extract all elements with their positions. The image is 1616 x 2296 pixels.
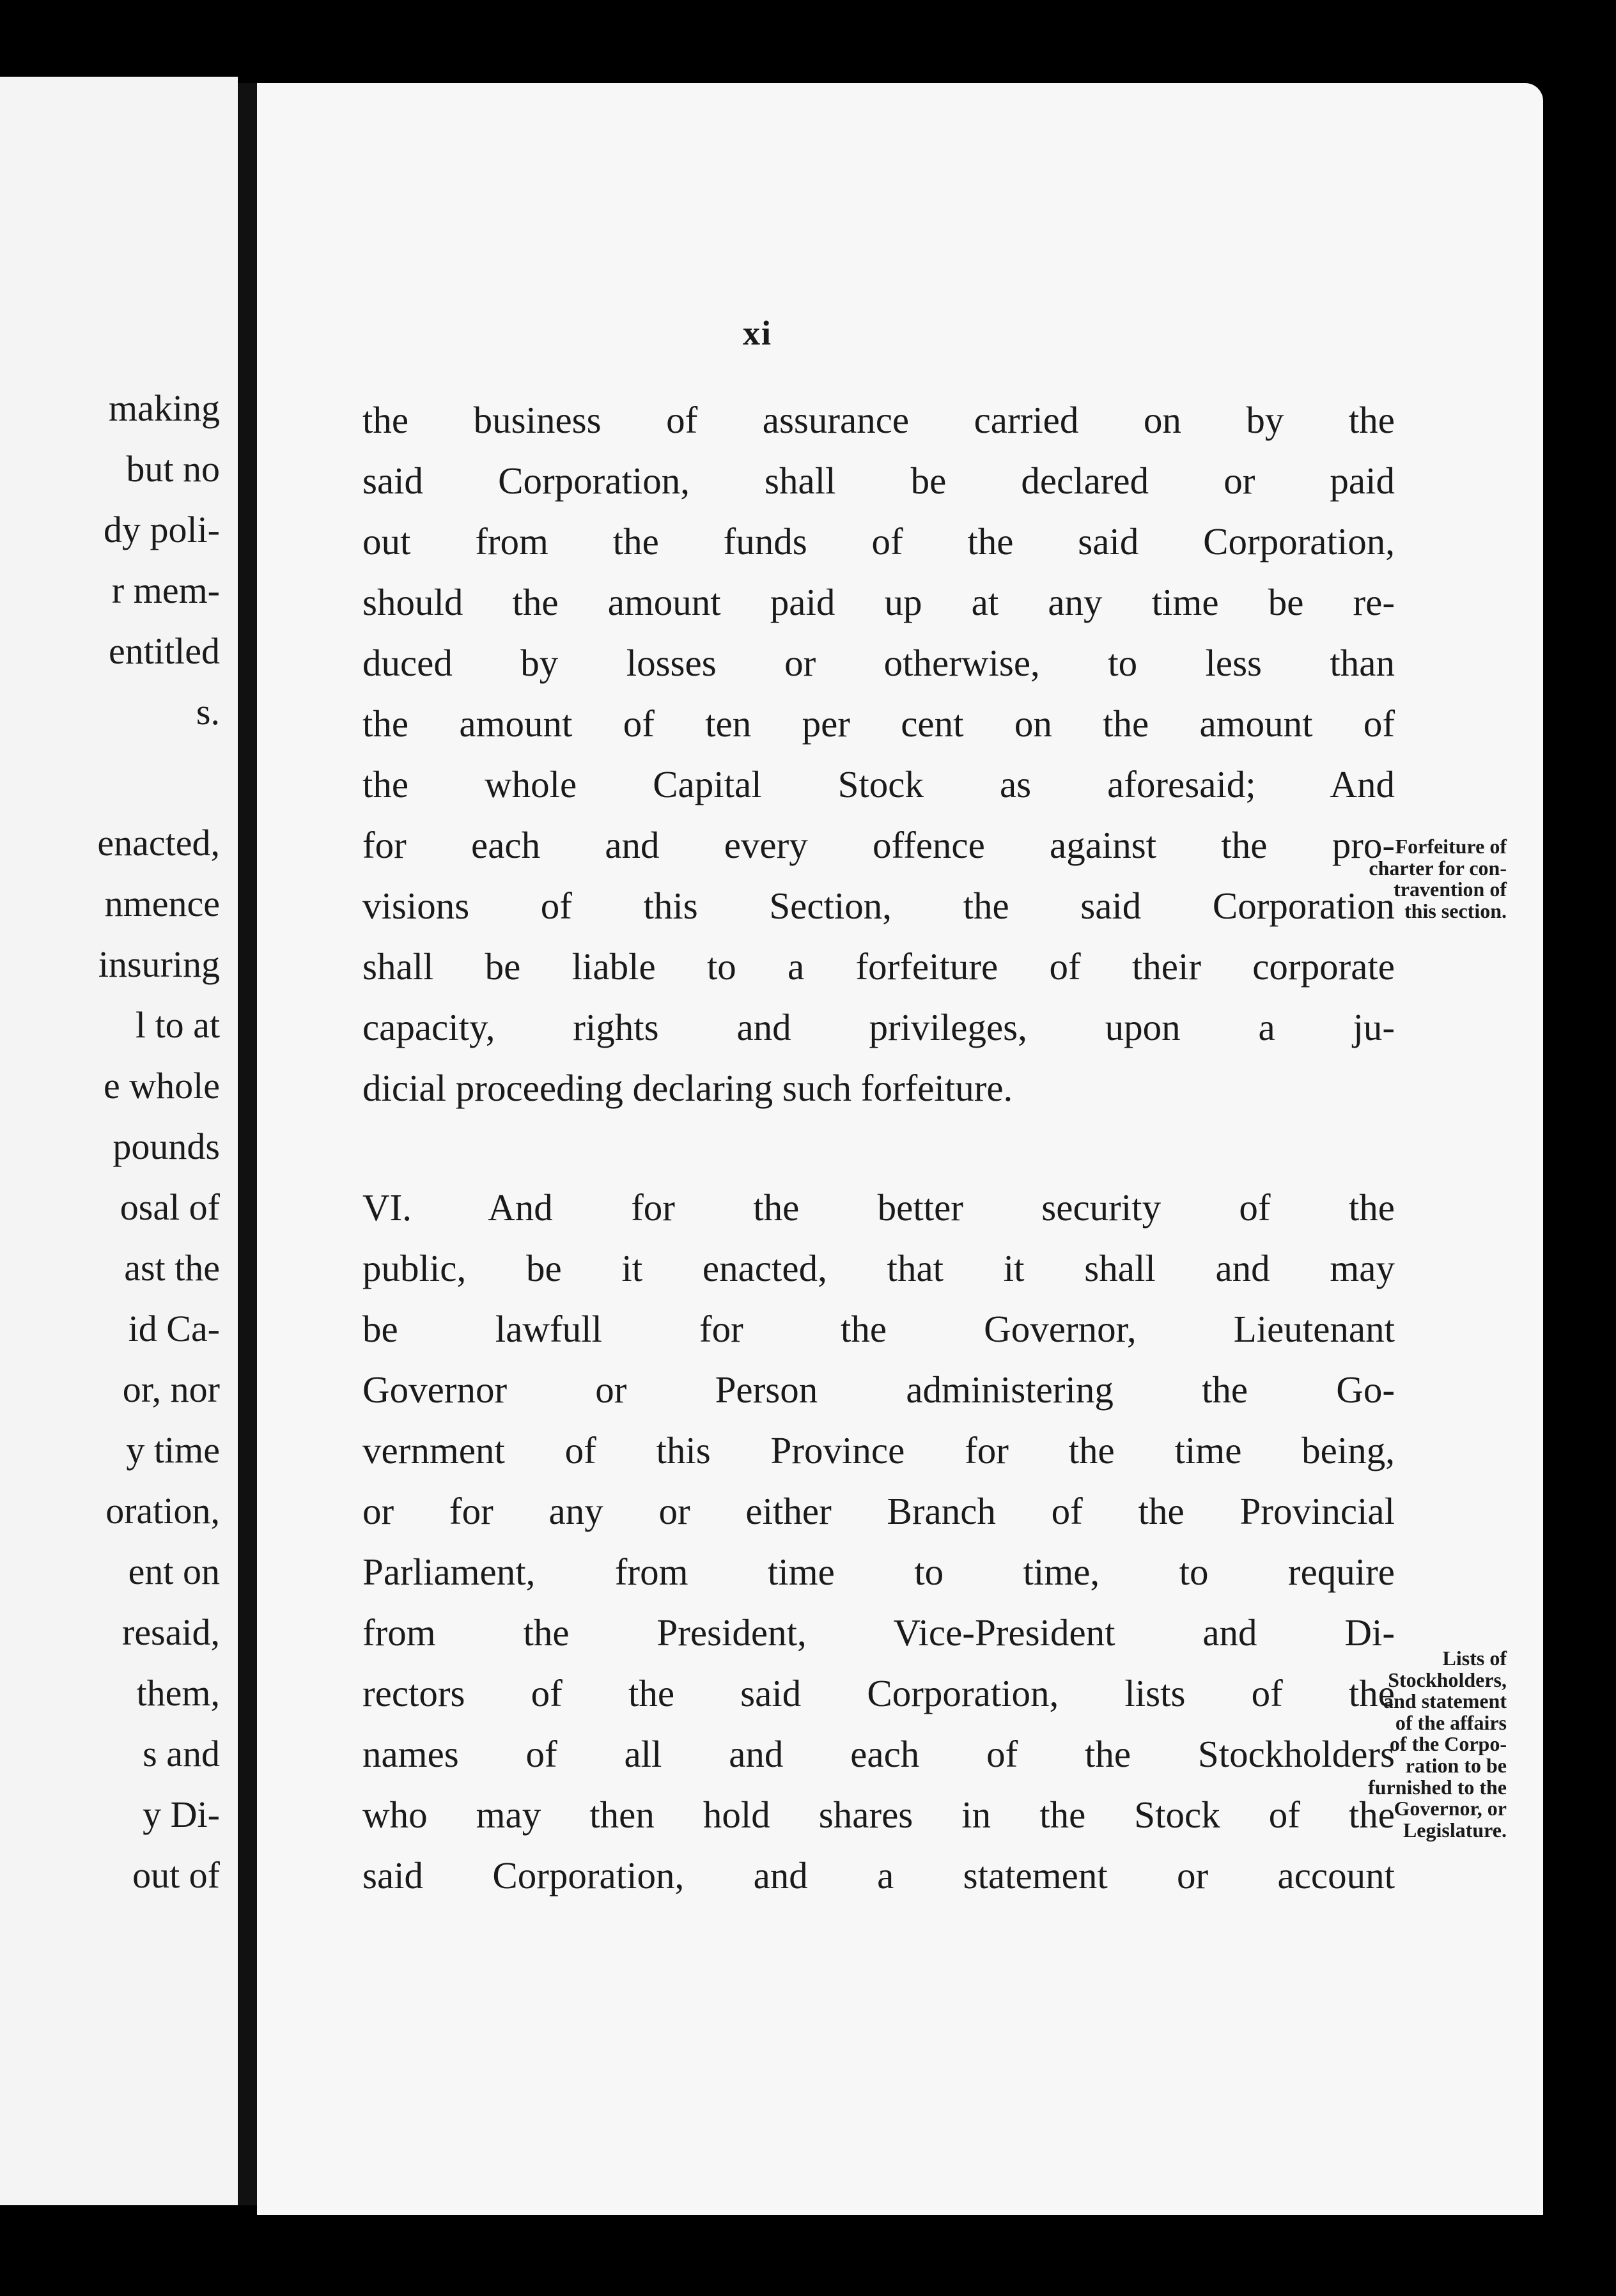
facing-page-line: enacted, (97, 822, 220, 864)
margin-note-line: furnished to the (1368, 1775, 1507, 1799)
margin-note-line: ration to be (1405, 1753, 1507, 1777)
text-line: Governor or Person administering the Go- (362, 1369, 1395, 1411)
text-line: said Corporation, and a statement or account (362, 1854, 1395, 1897)
facing-page-line: r mem- (111, 570, 220, 611)
facing-page-line: osal of (120, 1186, 220, 1228)
text-line: or for any or either Branch of the Provincial (362, 1490, 1395, 1532)
facing-page-line: e whole (104, 1065, 220, 1106)
facing-page-line: s and (143, 1733, 220, 1774)
facing-page-line: resaid, (122, 1611, 220, 1653)
facing-page-line: dy poli- (103, 509, 220, 550)
text-line: visions of this Section, the said Corporation (362, 885, 1395, 927)
margin-note-line: Lists of (1442, 1647, 1507, 1670)
facing-page-line: s. (196, 691, 220, 733)
margin-note-line: Forfeiture of (1395, 835, 1507, 858)
text-line: who may then hold shares in the Stock of the (362, 1794, 1395, 1836)
text-line: Parliament, from time to time, to require (362, 1551, 1395, 1593)
facing-page-line: making (109, 387, 220, 429)
facing-page-line: or, nor (122, 1369, 220, 1410)
text-line: names of all and each of the Stockholders (362, 1733, 1395, 1775)
margin-note-line: Stockholders, (1388, 1668, 1507, 1691)
text-line: should the amount paid up at any time be re- (362, 581, 1395, 623)
text-line: the business of assurance carried on by the (362, 399, 1395, 441)
facing-page-line: oration, (105, 1490, 220, 1532)
book-gutter (238, 83, 257, 2205)
text-line: public, be it enacted, that it shall and may (362, 1247, 1395, 1289)
facing-page-line: l to at (135, 1004, 220, 1046)
facing-page-line: y Di- (143, 1794, 220, 1835)
facing-page-line: entitled (109, 630, 220, 672)
text-line: capacity, rights and privileges, upon a ju- (362, 1006, 1395, 1048)
margin-note-line: Legislature. (1402, 1818, 1507, 1842)
text-line: be lawfull for the Governor, Lieutenant (362, 1308, 1395, 1350)
facing-page-line: ast the (124, 1247, 220, 1289)
margin-note-line: travention of (1394, 878, 1507, 901)
text-line: said Corporation, shall be declared or paid (362, 460, 1395, 502)
text-line: VI. And for the better security of the (362, 1186, 1395, 1229)
facing-page-line: y time (126, 1429, 220, 1471)
document-page (257, 83, 1543, 2215)
facing-page-line: insuring (98, 943, 220, 985)
text-line: vernment of this Province for the time being, (362, 1429, 1395, 1471)
text-line: shall be liable to a forfeiture of their corporate (362, 945, 1395, 988)
margin-note-line: of the affairs (1395, 1710, 1507, 1734)
facing-page-line: but no (126, 448, 220, 490)
text-line: dicial proceeding declaring such forfeiture. (362, 1067, 1013, 1109)
margin-note-line: Governor, or (1394, 1797, 1507, 1820)
text-line: from the President, Vice-President and Di- (362, 1611, 1395, 1654)
margin-note-stockholders (1315, 1648, 1507, 1841)
margin-note-line: charter for con- (1369, 856, 1507, 880)
text-line: rectors of the said Corporation, lists of the (362, 1672, 1395, 1714)
facing-page-line: out of (132, 1854, 220, 1896)
facing-page-line: ent on (128, 1551, 220, 1592)
page-number: xi (743, 314, 773, 352)
text-line: out from the funds of the said Corporation, (362, 520, 1395, 562)
facing-page-line: nmence (104, 883, 220, 924)
margin-note-line: this section. (1404, 899, 1507, 922)
text-line: for each and every offence against the pro- (362, 824, 1395, 866)
text-line: the whole Capital Stock as aforesaid; And (362, 763, 1395, 805)
facing-page-fragment (0, 77, 238, 2205)
margin-note-forfeiture (1315, 836, 1507, 922)
text-line: the amount of ten per cent on the amount of (362, 702, 1395, 745)
facing-page-line: pounds (113, 1126, 220, 1167)
text-line: duced by losses or otherwise, to less than (362, 642, 1395, 684)
facing-page-line: them, (136, 1672, 220, 1714)
margin-note-line: and statement (1383, 1689, 1507, 1713)
facing-page-line: id Ca- (128, 1308, 220, 1349)
margin-note-line: of the Corpo- (1389, 1732, 1507, 1756)
